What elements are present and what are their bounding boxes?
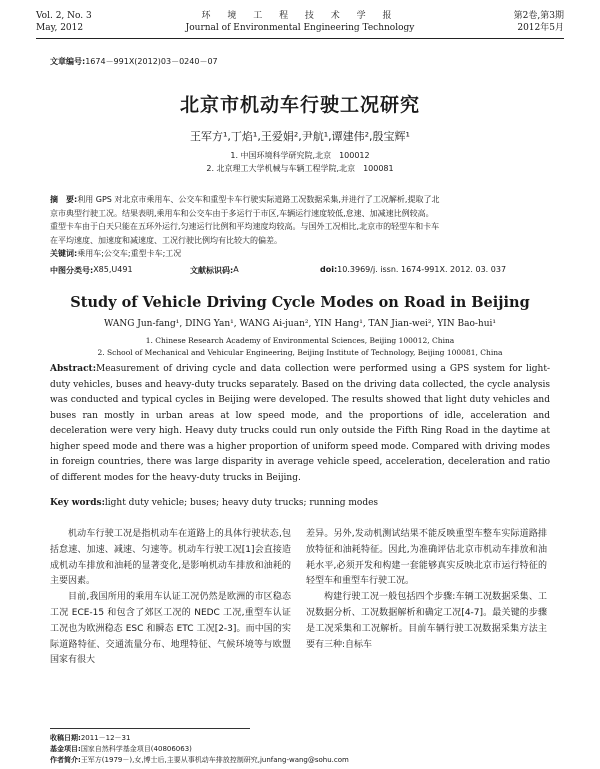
abstract-cn-line bbox=[50, 193, 550, 207]
authors-en: WANG Jun-fang¹, DING Yan¹, WANG Ai-juan², YIN Hang¹, TAN Jian-wei², YIN Bao-hui¹ bbox=[104, 319, 496, 329]
keywords-cn-label: 关键词: bbox=[50, 249, 78, 258]
article-number bbox=[50, 56, 218, 67]
footnote-author bbox=[50, 755, 550, 765]
title-cn: 北京市机动车行驶工况研究 bbox=[179, 94, 420, 116]
body-paragraph: 差异。另外,发动机测试结果不能反映重型车整车实际道路排放特征和油耗特征。因此,为准确评估北京市机动车排放和油耗水平,必须开发和构建一套能够真实反映北京市运行特征的轻型车和重型车行驶工况。 bbox=[306, 529, 547, 587]
abstract-cn-text: 利用 GPS 对北京市乘用车、公交车和重型卡车行驶实际道路工况数据采集,并进行了工况解析,提取了北 bbox=[77, 195, 440, 204]
abstract-cn-line: 在平均速度、加速度和减速度、工况行驶比例均有比较大的偏差。 bbox=[50, 235, 282, 245]
title-en: Study of Vehicle Driving Cycle Modes on Road in Beijing bbox=[70, 294, 530, 311]
keywords-en bbox=[50, 498, 550, 508]
body-paragraph: 构建行驶工况一般包括四个步骤:车辆工况数据采集、工况数据分析、工况数据解析和确定工况[4-7]。最关键的步骤是工况采集和工况解析。目前车辆行驶工况数据采集方法主要有三种:自标车 bbox=[306, 592, 547, 650]
keywords-cn bbox=[50, 247, 550, 261]
clc-value: X85,U491 bbox=[93, 265, 133, 274]
running-header-right bbox=[514, 10, 564, 34]
doi-value: 10.3969/j. issn. 1674-991X. 2012. 03. 037 bbox=[337, 265, 507, 274]
body-paragraph: 目前,我国所用的乘用车认证工况仍然是欧洲的市区稳态工况 ECE-15 和包含了郊区工况的 NEDC 工况,重型车认证工况也为欧洲稳态 ESC 和瞬态 ETC 工况[2-3]。而中国的实际道路特征、交通流量分布、地理特征、气候环境等与欧盟国家有很大 bbox=[50, 592, 291, 666]
running-header-center bbox=[0, 10, 600, 34]
footnote-text: 国家自然科学基金项目(40806063) bbox=[80, 745, 192, 753]
authors-cn: 王军方¹,丁焰¹,王爱娟²,尹航¹,谭建伟²,殷宝辉¹ bbox=[190, 130, 410, 143]
body-column-right bbox=[306, 527, 547, 653]
affiliation-en-1: 1. Chinese Research Academy of Environmental Sciences, Beijing 100012, China bbox=[145, 336, 455, 345]
footnote-label: 基金项目: bbox=[50, 745, 81, 753]
abstract-en bbox=[50, 362, 550, 486]
affiliation-en-2: 2. School of Mechanical and Vehicular Engineering, Beijing Institute of Technology, Beijing 100081, China bbox=[97, 348, 503, 357]
body-column-left bbox=[50, 527, 291, 669]
doi-label: doi: bbox=[320, 265, 338, 274]
header-rule bbox=[36, 38, 564, 39]
footnote-label: 作者简介: bbox=[50, 756, 81, 764]
affiliation-cn-1: 1. 中国环境科学研究院,北京 100012 bbox=[230, 151, 370, 160]
article-number-value: 1674－991X(2012)03－0240－07 bbox=[85, 57, 218, 66]
footnote-received bbox=[50, 733, 550, 743]
abstract-cn-label: 摘 要: bbox=[50, 195, 78, 204]
footnote-text: 2011－12－31 bbox=[80, 734, 131, 742]
abstract-cn-line: 京市典型行驶工况。结果表明,乘用车和公交车由于多运行于市区,车辆运行速度较低,怠速、加减速比例较高。 bbox=[50, 208, 434, 218]
keywords-en-text: light duty vehicle; buses; heavy duty trucks; running modes bbox=[104, 498, 379, 508]
footnote-funding bbox=[50, 744, 550, 754]
footnote-rule bbox=[50, 728, 250, 729]
footnote-label: 收稿日期: bbox=[50, 734, 81, 742]
keywords-cn-text: 乘用车;公交车;重型卡车;工况 bbox=[77, 249, 182, 258]
issue-cn: 第2卷,第3期 bbox=[513, 11, 564, 21]
volume-line: Vol. 2, No. 3 bbox=[36, 11, 92, 21]
keywords-en-label: Key words: bbox=[50, 498, 105, 508]
journal-title-en: Journal of Environmental Engineering Technology bbox=[185, 23, 415, 33]
clc-label: 中图分类号: bbox=[50, 266, 94, 275]
abstract-cn bbox=[50, 193, 550, 261]
abstract-en-text: Measurement of driving cycle and data collection were performed using a GPS system for light-duty vehicles, buses and heavy-duty trucks separately. Based on the driving data collected, the cycle analysis was conducted and typical cycles in Beijing were developed. The results showed that light duty vehicles and buses ran mostly in urban areas at low speed mode, and the proportions of idle, acceleration and deceleration were very high. Heavy duty trucks could run only outside the Fifth Ring Road in the daytime at higher speed mode and there was a higher proportion of uniform speed mode. Compared with driving modes in foreign countries, there was large disparity in average vehicle speed, acceleration, deceleration and ratio of different modes for the heavy-duty trucks in Beijing. bbox=[50, 364, 550, 483]
doc-code-value: A bbox=[233, 265, 239, 274]
affiliation-cn-2: 2. 北京理工大学机械与车辆工程学院,北京 100081 bbox=[206, 164, 394, 173]
abstract-en-label: Abstract: bbox=[50, 364, 97, 374]
date-en: May, 2012 bbox=[36, 23, 84, 33]
article-number-label: 文章编号: bbox=[50, 57, 86, 66]
date-cn: 2012年5月 bbox=[517, 23, 564, 33]
journal-title-cn: 环 境 工 程 技 术 学 报 bbox=[201, 11, 399, 21]
abstract-cn-line: 重型卡车由于白天只能在五环外运行,匀速运行比例和平均速度均较高。与国外工况相比,北京市的轻型车和卡车 bbox=[50, 222, 440, 231]
body-paragraph: 机动车行驶工况是指机动车在道路上的具体行驶状态,包括怠速、加速、减速、匀速等。机动车行驶工况[1]会直接造成机动车排放和油耗的显著变化,是影响机动车排放和油耗的主要因素。 bbox=[50, 529, 291, 587]
doc-code-label: 文献标识码: bbox=[190, 266, 234, 275]
footnote-text: 王军方(1979－),女,博士后,主要从事机动车排放控制研究,junfang-wang@sohu.com bbox=[80, 756, 349, 764]
